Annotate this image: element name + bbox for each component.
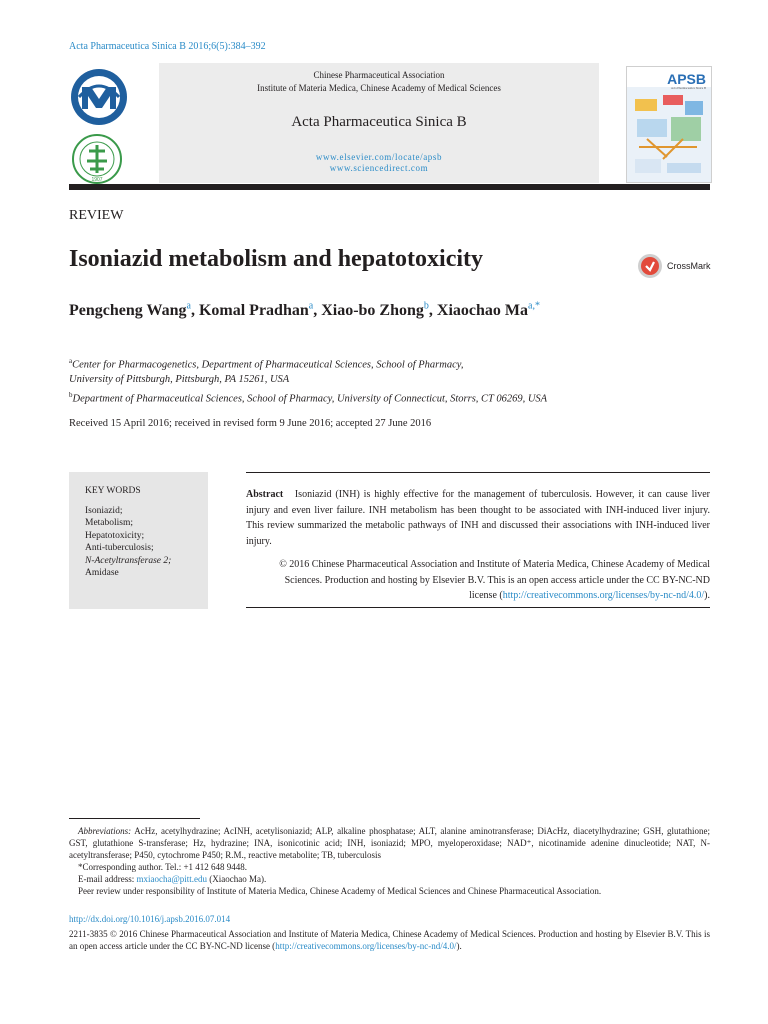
footnotes: [69, 825, 710, 897]
affiliation-a: $^a$Center for Pharmacogenetics, Department of Pharmaceutical Sciences, School of Pharmacy,: [69, 357, 464, 371]
abstract-text: Isoniazid (INH) is highly effective for the management of tuberculosis. However, it can cause liver injury and even liver failure. INH metabolism has been thought to be associated with INH-induced liver injury. This review summarized the metabolic pathways of INH and discussed their associations with INH-induced liver injury.: [246, 489, 710, 547]
abstract-top-rule: [246, 472, 710, 473]
cover-illustration: [627, 87, 711, 182]
author-4: Xiaochao $Ma^{a,*}$: [436, 301, 540, 320]
imm-logo: [69, 133, 129, 185]
keyword-item: Anti-tuberculosis;: [85, 543, 154, 554]
abstract-bottom-rule: [246, 607, 710, 608]
cpa-logo: [69, 67, 129, 127]
association-name: Chinese Pharmaceutical Association: [313, 70, 445, 80]
license-link[interactable]: http://creativecommons.org/licenses/by-nc-nd/4.0/: [502, 590, 705, 601]
keyword-item: Metabolism;: [85, 518, 134, 529]
abstract: [246, 487, 710, 549]
abstract-copyright: © 2016 Chinese Pharmaceutical Association and Institute of Materia Medica, Chinese Academy of Medical Sciences. Production and hosting by Elsevier B.V. This is an open access article under the CC BY-NC-ND license (http://creativecommons.org/licenses/by-nc-nd/4.0/).: [279, 559, 710, 601]
footnote-rule: [69, 818, 200, 819]
affil-link[interactable]: b: [423, 301, 429, 312]
abbreviations-footnote: Abbreviations: AcHz, acetylhydrazine; AcINH, acetylisoniazid; ALP, alkaline phosphatase; ALT, alanine aminotransferase; DiAcHz, diacetylhydrazine; GSH, glutathione; GST, glutathione S-transferase; Hz, hydrazine; INA, isonicotinic acid; INH, isoniazid; MPO, myeloperoxidase; NAD⁺, nicotinamide adenine dinucleotide; NAT, N-acetyltransferase; P450, cytochrome P450; R.M., reactive metabolite; TB, tuberculosis: [69, 826, 710, 860]
journal-header: [69, 63, 710, 185]
cover-title: APSB: [667, 71, 706, 87]
affil-link[interactable]: a: [308, 301, 314, 312]
received-dates: Received 15 April 2016; received in revised form 9 June 2016; accepted 27 June 2016: [69, 418, 432, 429]
crossmark-icon: [637, 253, 663, 279]
email-note: E-mail address: mxiaocha@pitt.edu (Xiaochao Ma).: [78, 874, 267, 884]
cover-subtitle: Acta Pharmaceutica Sinica B: [670, 86, 706, 90]
sciencedirect-link[interactable]: www.sciencedirect.com: [329, 163, 429, 173]
journal-urls: [159, 152, 599, 174]
institute-name: Institute of Materia Medica, Chinese Academy of Medical Sciences: [257, 83, 501, 93]
author-list: [69, 301, 540, 320]
author-3: Xiao-bo Zhong$^b$,: [321, 301, 437, 320]
email-link[interactable]: mxiaocha@pitt.edu: [136, 874, 208, 884]
keyword-item: Isoniazid;: [85, 506, 123, 516]
corresponding-author-note: *Corresponding author. Tel.: +1 412 648 9448.: [78, 862, 248, 872]
doi-link[interactable]: http://dx.doi.org/10.1016/j.apsb.2016.07.014: [69, 914, 231, 924]
journal-title: Acta Pharmaceutica Sinica B: [291, 114, 467, 130]
author-1: Pengcheng Wang$^a$,: [69, 301, 199, 320]
keyword-item: Amidase: [85, 568, 119, 579]
logo-year: 1907: [91, 177, 103, 183]
affiliations: [69, 354, 689, 407]
affiliation-a-cont: University of Pittsburgh, Pittsburgh, PA 15261, USA: [69, 374, 290, 385]
publisher-block: [159, 69, 599, 95]
keyword-item: Hepatotoxicity;: [85, 530, 145, 541]
keywords-list: [85, 505, 171, 579]
header-rule: [69, 184, 710, 190]
journal-reference-link[interactable]: Acta Pharmaceutica Sinica B 2016;6(5):384–392: [69, 41, 266, 52]
affil-link[interactable]: a: [186, 301, 191, 312]
keywords-heading: KEY WORDS: [85, 486, 141, 496]
crossmark-button[interactable]: [637, 253, 715, 279]
article-type: REVIEW: [69, 208, 124, 223]
footer-license-link[interactable]: http://creativecommons.org/licenses/by-nc-nd/4.0/: [275, 941, 457, 951]
journal-cover-image: [626, 66, 712, 183]
author-2: Komal Pradhan$^a$,: [198, 301, 322, 320]
affiliation-b: $^b$Department of Pharmaceutical Sciences, School of Pharmacy, University of Connecticut, Storrs, CT 06269, USA: [69, 390, 548, 404]
keywords-box: [69, 472, 208, 609]
article-title: Isoniazid metabolism and hepatotoxicity: [69, 246, 484, 272]
crossmark-label: CrossMark: [667, 261, 711, 271]
keyword-item: N-Acetyltransferase 2;: [85, 555, 172, 566]
abstract-label: Abstract: [246, 489, 284, 500]
issn-copyright: 2211-3835 © 2016 Chinese Pharmaceutical Association and Institute of Materia Medica, Chinese Academy of Medical Sciences. Production and hosting by Elsevier B.V. This is an open access article under the CC BY-NC-ND license (http://creativecommons.org/licenses/by-nc-nd/4.0/).: [69, 929, 710, 951]
peer-review-note: Peer review under responsibility of Institute of Materia Medica, Chinese Academy of Medical Sciences and Chinese Pharmaceutical Association.: [78, 886, 602, 896]
affil-link[interactable]: a,*: [528, 301, 540, 312]
elsevier-link[interactable]: www.elsevier.com/locate/apsb: [315, 152, 443, 162]
journal-info-box: [159, 63, 599, 183]
